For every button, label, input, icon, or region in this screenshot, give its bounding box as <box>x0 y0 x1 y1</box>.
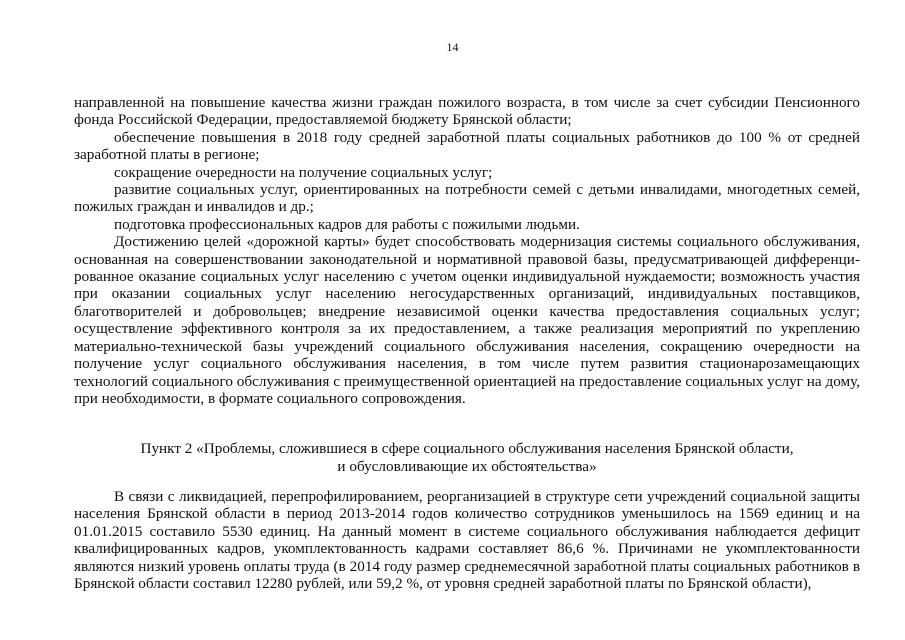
paragraph: подготовка профессиональных кадров для работы с пожилыми людьми. <box>114 215 580 233</box>
paragraph: развитие социальных услуг, ориентированных на потребности семей с детьми инвалидами, многодетных семей, пожилых граждан и инвалидов и др.; <box>74 181 860 216</box>
section-title-line: Пункт 2 «Проблемы, сложившиеся в сфере социального обслуживания населения Брянской области, <box>140 440 794 457</box>
paragraph: обеспечение повышения в 2018 году средней заработной платы социальных работников до 100 % от средней заработной платы в регионе; <box>74 128 860 164</box>
section-title-line: и обусловливающие их обстоятельства» <box>337 458 597 475</box>
paragraph: направленной на повышение качества жизни граждан пожилого возраста, в том числе за счет субсидии Пенсионного фонда Российской Федерации, предоставляемой бюджету Брянской области; <box>74 94 860 129</box>
section-title <box>74 440 860 476</box>
paragraph: Достижению целей «дорожной карты» будет способствовать модернизация системы социального обслуживания, основанная на совершенствовании законодательной и нормативной правовой базы, предусматривающей дифференцированное оказание социальных услуг населению с учетом оценки индивидуальной нуждаемости; возможность участия при оказании социальных услуг населению негосударственных организаций, индивидуальных поставщиков, благотворителей и добровольцев; внедрение независимой оценки качества предоставления социальных услуг; осуществление эффективного контроля за их предоставлением, а также реализация мероприятий по укреплению материально-технической базы учреждений социального обслуживания населения, сокращению очередности на получение услуг социального обслуживания населения, в том числе путем развития стационарозамещающих технологий социального обслуживания с преимущественной ориентацией на предоставление социальных услуг на дому, при необходимости, в формате социального сопровождения. <box>74 233 860 407</box>
section-body-text <box>74 488 860 592</box>
body-text <box>74 94 860 407</box>
paragraph: В связи с ликвидацией, перепрофилированием, реорганизацией в структуре сети учреждений социальной защиты населения Брянской области в период 2013-2014 годов количество сотрудников уменьшилось на 1569 единиц и на 01.01.2015 составило 5530 единиц. На данный момент в системе социального обслуживания наблюдается дефицит квалифицированных кадров, укомплектованность кадрами составляет 86,6 %. Причинами не укомплектованности являются низкий уровень оплаты труда (в 2014 году размер среднемесячной заработной платы социальных работников в Брянской области составил 12280 рублей, или 59,2 %, от уровня средней заработной платы по Брянской области), <box>74 488 860 593</box>
paragraph: сокращение очередности на получение социальных услуг; <box>114 163 493 181</box>
page-number: 14 <box>446 40 459 54</box>
